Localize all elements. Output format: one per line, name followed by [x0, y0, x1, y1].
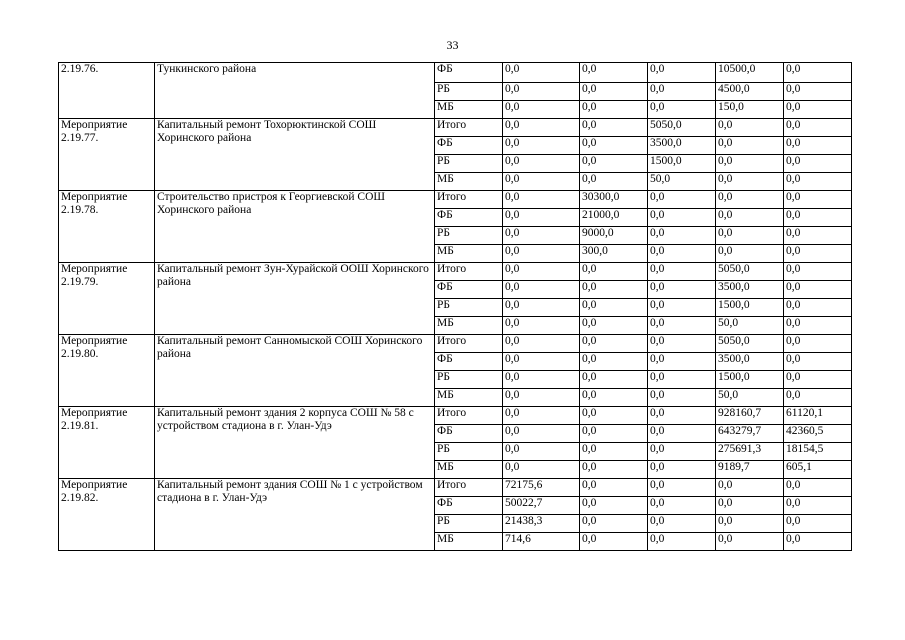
- budget-source-cell: ФБ: [435, 281, 503, 299]
- value-cell: 0,0: [648, 83, 716, 101]
- value-cell: 0,0: [580, 299, 648, 317]
- value-cell: 0,0: [580, 497, 648, 515]
- measure-label: Мероприятие: [61, 263, 128, 275]
- value-cell: 3500,0: [648, 137, 716, 155]
- budget-source-cell: ФБ: [435, 497, 503, 515]
- value-cell: 0,0: [503, 317, 580, 335]
- budget-source-cell: ФБ: [435, 137, 503, 155]
- budget-source-cell: Итого: [435, 263, 503, 281]
- value-cell: 0,0: [648, 335, 716, 353]
- budget-source-cell: МБ: [435, 101, 503, 119]
- budget-source-cell: Итого: [435, 335, 503, 353]
- value-cell: 21000,0: [580, 209, 648, 227]
- value-cell: 0,0: [503, 281, 580, 299]
- budget-source-cell: РБ: [435, 155, 503, 173]
- value-cell: 1500,0: [716, 371, 784, 389]
- value-cell: 0,0: [784, 209, 852, 227]
- value-cell: 0,0: [784, 155, 852, 173]
- value-cell: 0,0: [648, 281, 716, 299]
- value-cell: 0,0: [580, 479, 648, 497]
- value-cell: 0,0: [648, 515, 716, 533]
- measure-cell: [59, 479, 155, 551]
- value-cell: 0,0: [503, 263, 580, 281]
- value-cell: 0,0: [648, 479, 716, 497]
- measure-cell: [59, 119, 155, 191]
- value-cell: 1500,0: [648, 155, 716, 173]
- budget-source-cell: Итого: [435, 479, 503, 497]
- budget-source-cell: РБ: [435, 443, 503, 461]
- budget-source-cell: Итого: [435, 407, 503, 425]
- value-cell: 0,0: [716, 173, 784, 191]
- measure-label: Мероприятие: [61, 119, 128, 131]
- value-cell: 0,0: [784, 137, 852, 155]
- value-cell: 0,0: [580, 281, 648, 299]
- value-cell: 0,0: [716, 515, 784, 533]
- value-cell: 0,0: [716, 119, 784, 137]
- value-cell: 9000,0: [580, 227, 648, 245]
- value-cell: 0,0: [648, 533, 716, 551]
- value-cell: 0,0: [503, 425, 580, 443]
- budget-source-cell: ФБ: [435, 209, 503, 227]
- measure-number: 2.19.77.: [61, 132, 99, 144]
- budget-source-cell: РБ: [435, 515, 503, 533]
- measure-name: Капитальный ремонт Санномыской СОШ Хоринского района: [155, 335, 435, 407]
- value-cell: 0,0: [503, 299, 580, 317]
- value-cell: 0,0: [784, 353, 852, 371]
- budget-source-cell: ФБ: [435, 63, 503, 83]
- value-cell: 10500,0: [716, 63, 784, 83]
- budget-source-cell: РБ: [435, 227, 503, 245]
- value-cell: 0,0: [503, 389, 580, 407]
- value-cell: 0,0: [784, 533, 852, 551]
- value-cell: 0,0: [784, 101, 852, 119]
- value-cell: 0,0: [716, 191, 784, 209]
- value-cell: 0,0: [503, 461, 580, 479]
- value-cell: 0,0: [648, 101, 716, 119]
- value-cell: 0,0: [580, 317, 648, 335]
- value-cell: 5050,0: [648, 119, 716, 137]
- measure-label: Мероприятие: [61, 479, 128, 491]
- value-cell: 0,0: [648, 443, 716, 461]
- value-cell: 5050,0: [716, 263, 784, 281]
- value-cell: 714,6: [503, 533, 580, 551]
- budget-source-cell: ФБ: [435, 353, 503, 371]
- value-cell: 0,0: [648, 425, 716, 443]
- value-cell: 0,0: [580, 533, 648, 551]
- value-cell: 61120,1: [784, 407, 852, 425]
- value-cell: 0,0: [580, 443, 648, 461]
- budget-source-cell: МБ: [435, 317, 503, 335]
- budget-source-cell: МБ: [435, 245, 503, 263]
- value-cell: 605,1: [784, 461, 852, 479]
- value-cell: 0,0: [503, 137, 580, 155]
- value-cell: 0,0: [580, 425, 648, 443]
- value-cell: 50022,7: [503, 497, 580, 515]
- value-cell: 0,0: [503, 83, 580, 101]
- page-number: 33: [446, 38, 459, 52]
- value-cell: 0,0: [784, 191, 852, 209]
- value-cell: 0,0: [580, 137, 648, 155]
- budget-source-cell: РБ: [435, 299, 503, 317]
- value-cell: 150,0: [716, 101, 784, 119]
- value-cell: 0,0: [580, 407, 648, 425]
- value-cell: 0,0: [784, 63, 852, 83]
- value-cell: 0,0: [580, 515, 648, 533]
- value-cell: 0,0: [648, 63, 716, 83]
- value-cell: 0,0: [716, 137, 784, 155]
- measure-name: Капитальный ремонт здания 2 корпуса СОШ № 58 с устройством стадиона в г. Улан-Удэ: [155, 407, 435, 479]
- value-cell: 0,0: [716, 479, 784, 497]
- table-row: [59, 407, 852, 425]
- value-cell: 0,0: [784, 281, 852, 299]
- value-cell: 0,0: [716, 533, 784, 551]
- value-cell: 0,0: [648, 371, 716, 389]
- budget-table: [58, 62, 852, 551]
- budget-source-cell: Итого: [435, 119, 503, 137]
- measure-cell: [59, 263, 155, 335]
- value-cell: 0,0: [784, 479, 852, 497]
- value-cell: 0,0: [580, 173, 648, 191]
- value-cell: 0,0: [580, 353, 648, 371]
- value-cell: 0,0: [503, 407, 580, 425]
- table-body: [59, 63, 852, 551]
- value-cell: 0,0: [580, 389, 648, 407]
- value-cell: 3500,0: [716, 353, 784, 371]
- value-cell: 0,0: [580, 155, 648, 173]
- value-cell: 0,0: [580, 263, 648, 281]
- value-cell: 18154,5: [784, 443, 852, 461]
- value-cell: 0,0: [503, 209, 580, 227]
- value-cell: 0,0: [716, 227, 784, 245]
- value-cell: 0,0: [784, 515, 852, 533]
- value-cell: 0,0: [580, 63, 648, 83]
- value-cell: 9189,7: [716, 461, 784, 479]
- value-cell: 0,0: [716, 155, 784, 173]
- value-cell: 0,0: [784, 245, 852, 263]
- table-row: [59, 119, 852, 137]
- value-cell: 0,0: [784, 299, 852, 317]
- value-cell: 72175,6: [503, 479, 580, 497]
- value-cell: 0,0: [784, 317, 852, 335]
- value-cell: 0,0: [503, 335, 580, 353]
- value-cell: 0,0: [784, 263, 852, 281]
- value-cell: 0,0: [503, 227, 580, 245]
- measure-cell: [59, 191, 155, 263]
- value-cell: 300,0: [580, 245, 648, 263]
- value-cell: 1500,0: [716, 299, 784, 317]
- value-cell: 0,0: [580, 83, 648, 101]
- value-cell: 643279,7: [716, 425, 784, 443]
- measure-number: 2.19.82.: [61, 492, 99, 504]
- value-cell: 0,0: [503, 371, 580, 389]
- value-cell: 928160,7: [716, 407, 784, 425]
- measure-number: 2.19.79.: [61, 276, 99, 288]
- measure-name: Тункинского района: [155, 63, 435, 119]
- measure-cell: [59, 63, 155, 119]
- value-cell: 0,0: [784, 83, 852, 101]
- value-cell: 0,0: [784, 371, 852, 389]
- value-cell: 0,0: [648, 209, 716, 227]
- table-row: [59, 335, 852, 353]
- value-cell: 0,0: [648, 407, 716, 425]
- measure-name: Строительство пристроя к Георгиевской СОШ Хоринского района: [155, 191, 435, 263]
- value-cell: 0,0: [716, 245, 784, 263]
- value-cell: 0,0: [503, 119, 580, 137]
- value-cell: 0,0: [648, 227, 716, 245]
- budget-source-cell: МБ: [435, 461, 503, 479]
- value-cell: 0,0: [503, 245, 580, 263]
- value-cell: 0,0: [580, 101, 648, 119]
- value-cell: 0,0: [784, 227, 852, 245]
- budget-source-cell: МБ: [435, 533, 503, 551]
- value-cell: 21438,3: [503, 515, 580, 533]
- value-cell: 30300,0: [580, 191, 648, 209]
- value-cell: 0,0: [503, 443, 580, 461]
- value-cell: 0,0: [503, 155, 580, 173]
- measure-number: 2.19.78.: [61, 204, 99, 216]
- budget-source-cell: МБ: [435, 173, 503, 191]
- budget-source-cell: РБ: [435, 371, 503, 389]
- value-cell: 50,0: [716, 317, 784, 335]
- table-row: [59, 263, 852, 281]
- measure-label: Мероприятие: [61, 407, 128, 419]
- table-row: [59, 479, 852, 497]
- value-cell: 5050,0: [716, 335, 784, 353]
- value-cell: 0,0: [648, 497, 716, 515]
- value-cell: 50,0: [648, 173, 716, 191]
- value-cell: 42360,5: [784, 425, 852, 443]
- measure-name: Капитальный ремонт здания СОШ № 1 с устройством стадиона в г. Улан-Удэ: [155, 479, 435, 551]
- budget-source-cell: МБ: [435, 389, 503, 407]
- table-row: [59, 63, 852, 83]
- value-cell: 0,0: [580, 335, 648, 353]
- budget-source-cell: Итого: [435, 191, 503, 209]
- value-cell: 50,0: [716, 389, 784, 407]
- measure-name: Капитальный ремонт Тохорюктинской СОШ Хоринского района: [155, 119, 435, 191]
- value-cell: 0,0: [503, 191, 580, 209]
- value-cell: 3500,0: [716, 281, 784, 299]
- measure-number: 2.19.76.: [61, 63, 99, 75]
- value-cell: 0,0: [648, 389, 716, 407]
- measure-label: Мероприятие: [61, 335, 128, 347]
- value-cell: 0,0: [648, 353, 716, 371]
- value-cell: 0,0: [503, 353, 580, 371]
- measure-label: Мероприятие: [61, 191, 128, 203]
- value-cell: 0,0: [503, 63, 580, 83]
- value-cell: 0,0: [648, 299, 716, 317]
- measure-cell: [59, 407, 155, 479]
- value-cell: 0,0: [580, 461, 648, 479]
- value-cell: 0,0: [648, 191, 716, 209]
- value-cell: 4500,0: [716, 83, 784, 101]
- value-cell: 275691,3: [716, 443, 784, 461]
- value-cell: 0,0: [580, 119, 648, 137]
- value-cell: 0,0: [648, 461, 716, 479]
- table-row: [59, 191, 852, 209]
- value-cell: 0,0: [503, 101, 580, 119]
- value-cell: 0,0: [648, 245, 716, 263]
- measure-number: 2.19.81.: [61, 420, 99, 432]
- value-cell: 0,0: [784, 497, 852, 515]
- measure-name: Капитальный ремонт Зун-Хурайской ООШ Хоринского района: [155, 263, 435, 335]
- budget-source-cell: ФБ: [435, 425, 503, 443]
- value-cell: 0,0: [648, 263, 716, 281]
- value-cell: 0,0: [503, 173, 580, 191]
- measure-cell: [59, 335, 155, 407]
- value-cell: 0,0: [784, 119, 852, 137]
- value-cell: 0,0: [716, 497, 784, 515]
- budget-source-cell: РБ: [435, 83, 503, 101]
- value-cell: 0,0: [580, 371, 648, 389]
- value-cell: 0,0: [784, 389, 852, 407]
- value-cell: 0,0: [784, 173, 852, 191]
- value-cell: 0,0: [716, 209, 784, 227]
- value-cell: 0,0: [784, 335, 852, 353]
- value-cell: 0,0: [648, 317, 716, 335]
- measure-number: 2.19.80.: [61, 348, 99, 360]
